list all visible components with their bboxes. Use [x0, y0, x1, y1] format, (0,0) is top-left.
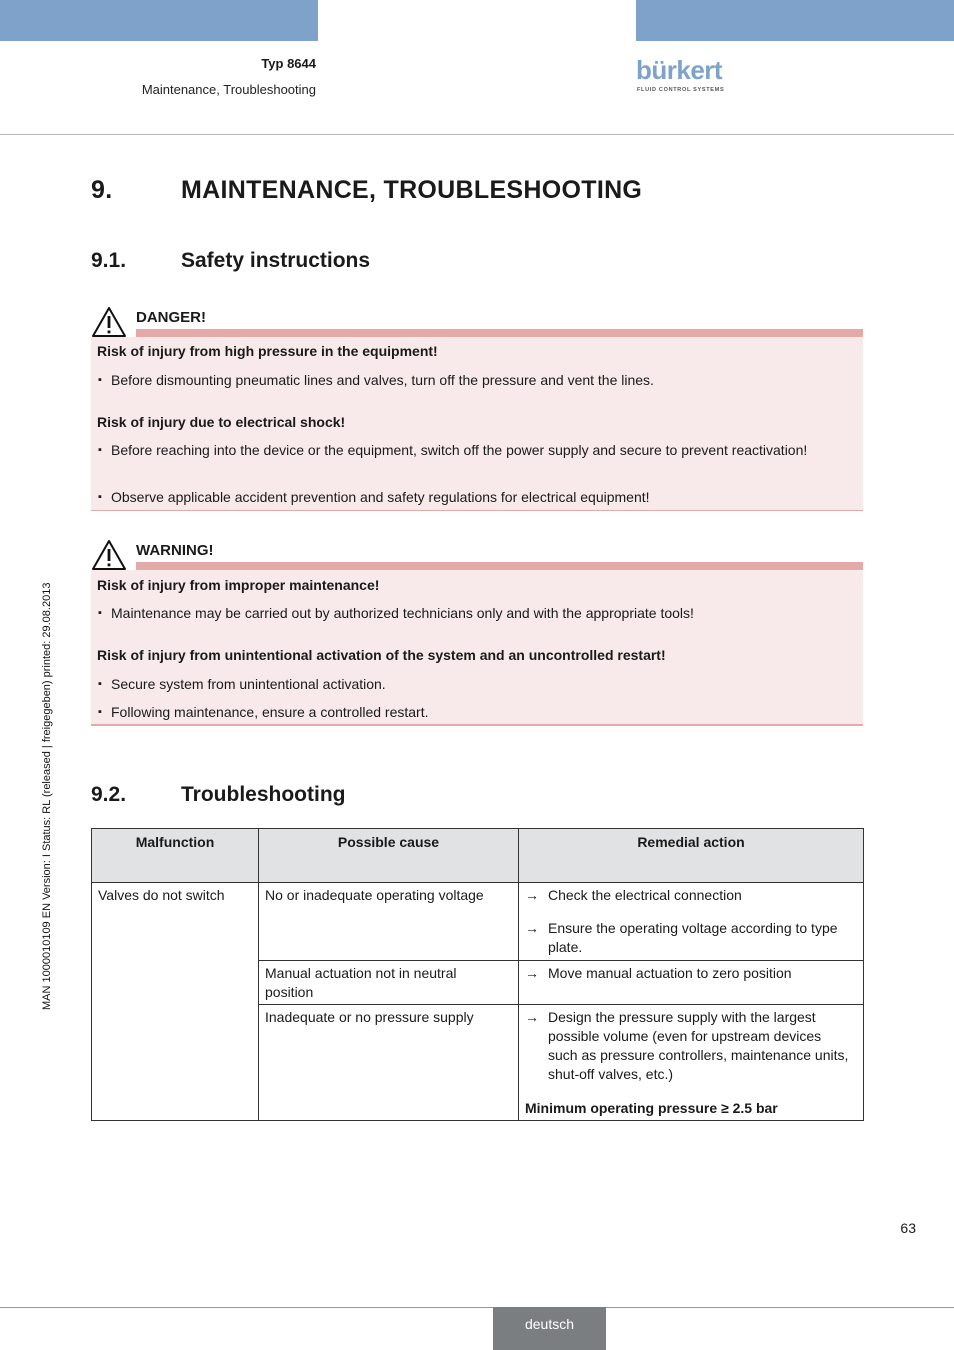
list-item: ▪ Before dismounting pneumatic lines and valves, turn off the pressure and vent the lines. — [98, 372, 654, 388]
danger-body — [91, 337, 863, 510]
warning-triangle-icon — [91, 539, 127, 571]
arrow-icon: → — [525, 920, 539, 936]
row-divider — [259, 1004, 863, 1005]
troubleshooting-table — [91, 828, 864, 1121]
row-divider — [259, 960, 863, 961]
malfunction-cell: Valves do not switch — [98, 887, 225, 903]
cause-cell: Manual actuation not in neutral position — [265, 965, 457, 1000]
header-bar-left — [0, 0, 318, 41]
section-number: 9.2. — [91, 783, 127, 806]
action-item: → Check the electrical connection — [525, 887, 742, 903]
page-number: 63 — [900, 1220, 916, 1236]
danger-notice — [91, 306, 863, 512]
footer-divider — [0, 1307, 954, 1308]
document-status-note: MAN 1000010109 EN Version: I Status: RL (released | freigegeben) printed: 29.08.2013 — [41, 582, 53, 1010]
chapter-number: 9. — [91, 176, 113, 204]
logo-tagline: FLUID CONTROL SYSTEMS — [637, 87, 725, 93]
arrow-icon: → — [525, 887, 539, 903]
list-item: ▪ Following maintenance, ensure a controlled restart. — [98, 704, 429, 720]
action-item: → Ensure the operating voltage according to type plate. — [525, 920, 838, 955]
warning-risk-restart: Risk of injury from unintentional activation of the system and an uncontrolled restart! — [97, 647, 666, 663]
column-header-malfunction: Malfunction — [135, 834, 215, 850]
list-item: ▪ Maintenance may be carried out by authorized technicians only and with the appropriate tools! — [98, 605, 694, 621]
warning-triangle-icon — [91, 306, 127, 338]
column-divider — [258, 829, 259, 1120]
warning-label: WARNING! — [136, 542, 214, 559]
table-header — [92, 829, 863, 883]
list-item: ▪ Secure system from unintentional activation. — [98, 676, 386, 692]
column-divider — [518, 829, 519, 1120]
chapter-title: MAINTENANCE, TROUBLESHOOTING — [181, 176, 643, 204]
section-title: Safety instructions — [181, 249, 371, 272]
doc-type: Typ 8644 — [261, 56, 316, 71]
warning-risk-maintenance: Risk of injury from improper maintenance! — [97, 577, 380, 593]
section-number: 9.1. — [91, 249, 127, 272]
cause-cell: Inadequate or no pressure supply — [265, 1009, 474, 1025]
header-divider — [0, 134, 954, 135]
arrow-icon: → — [525, 1009, 539, 1025]
danger-bottom-rule — [91, 510, 863, 511]
section-title: Troubleshooting — [181, 783, 346, 806]
danger-label: DANGER! — [136, 309, 206, 326]
danger-risk-pressure: Risk of injury from high pressure in the equipment! — [97, 343, 438, 359]
danger-band — [136, 329, 863, 337]
action-item: → Design the pressure supply with the largest possible volume (even for upstream devices such as pressure controllers, maintenance units, shut-off valves, etc.) — [525, 1009, 849, 1082]
language-tab: deutsch — [493, 1307, 606, 1350]
minimum-pressure-note: Minimum operating pressure ≥ 2.5 bar — [525, 1100, 778, 1116]
arrow-icon: → — [525, 965, 539, 981]
warning-notice — [91, 539, 863, 728]
warning-body — [91, 570, 863, 724]
column-header-action: Remedial action — [637, 834, 745, 850]
list-item: ▪ Observe applicable accident prevention and safety regulations for electrical equipment! — [98, 489, 650, 505]
danger-risk-electrical: Risk of injury due to electrical shock! — [97, 414, 346, 430]
header-bar-right — [636, 0, 954, 41]
column-header-cause: Possible cause — [337, 834, 440, 850]
warning-bottom-rule — [91, 724, 863, 726]
header-section-title: Maintenance, Troubleshooting — [141, 82, 316, 97]
warning-band — [136, 562, 863, 570]
list-item: ▪ Before reaching into the device or the equipment, switch off the power supply and secure to prevent reactivation! — [98, 442, 808, 458]
logo-wordmark: bürkert — [636, 55, 723, 85]
action-item: → Move manual actuation to zero position — [525, 965, 792, 981]
burkert-logo — [636, 56, 736, 98]
cause-cell: No or inadequate operating voltage — [265, 887, 484, 903]
